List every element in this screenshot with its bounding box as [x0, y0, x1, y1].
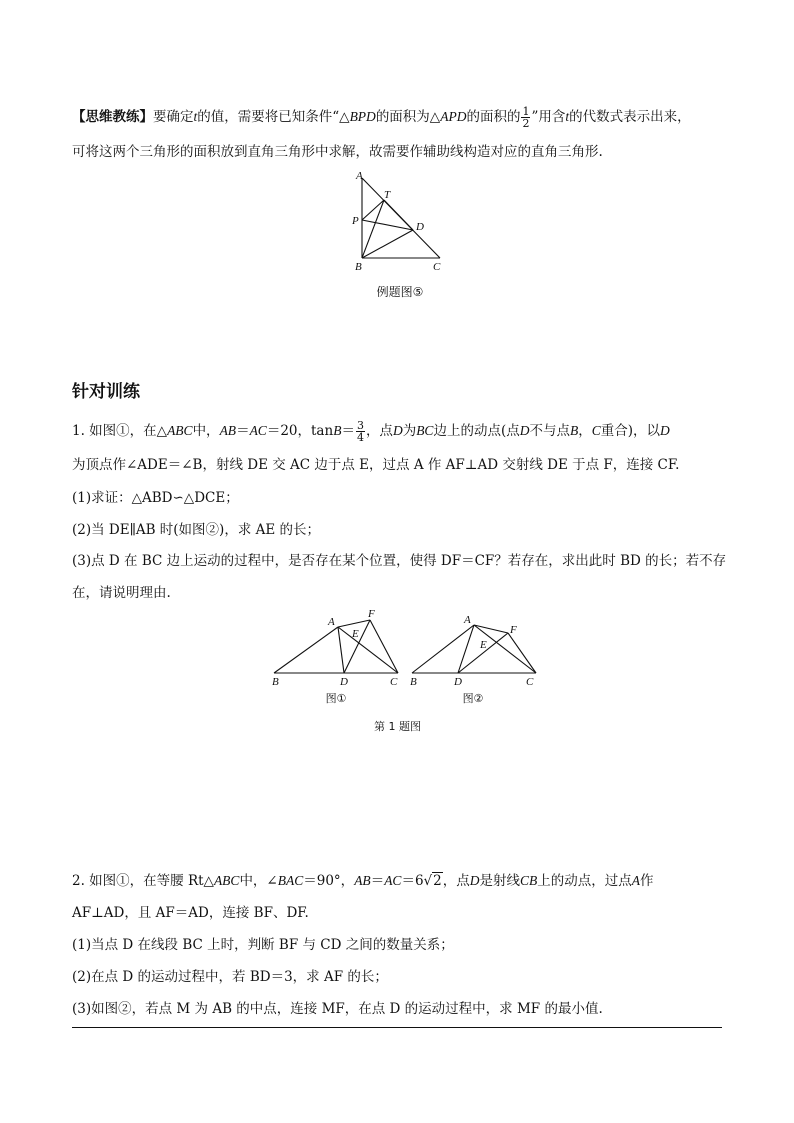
tip-line-1: 【思维教练】要确定t的值，需要将已知条件“△BPD的面积为△APD的面积的 $\frac{1}{2}$ ”用含t的代数式表示出来， — [72, 105, 691, 130]
fig-label-t: T — [384, 189, 391, 201]
problem2-line-2: AF⊥AD，且 AF＝AD，连接 BF、DF. — [72, 905, 309, 921]
fig-label-c: C — [433, 261, 441, 273]
fig1-label-f: F — [368, 608, 375, 620]
problem1-line-1: 1. 如图①，在△ABC中，AB＝AC＝20，tanB＝ $\frac{3}{4}$ ，点D为BC边上的动点(点D不与点B，C重合)，以D — [72, 419, 670, 444]
fig2-label-b: B — [410, 676, 417, 688]
fig1-label-e: E — [352, 628, 359, 640]
problem1-q2: (2)当 DE∥AB 时(如图②)，求 AE 的长； — [72, 522, 321, 538]
fig2-label-c: C — [526, 676, 534, 688]
fig1-caption: 图① — [325, 692, 347, 705]
problem2-line-1: 2. 如图①，在等腰 Rt△ABC中，∠BAC＝90°，AB＝AC＝6√2，点D是射线CB上的动点，过点A作 — [72, 873, 654, 889]
problem1-q3-line1: (3)点 D 在 BC 边上运动的过程中，是否存在某个位置，使得 DF＝CF？若存在，求出此时 BD 的长；若不存 — [72, 553, 727, 569]
problem1-line-2: 为顶点作∠ADE＝∠B，射线 DE 交 AC 边于点 E，过点 A 作 AF⊥AD 交射线 DE 于点 F，连接 CF. — [72, 457, 680, 473]
problem1-q3-line2: 在，请说明理由. — [72, 585, 171, 601]
fig-label-d: D — [416, 221, 424, 233]
fig2-label-f: F — [510, 624, 517, 636]
section-heading: 针对训练 — [72, 382, 140, 402]
problem2-q2: (2)在点 D 的运动过程中，若 BD＝3，求 AF 的长； — [72, 969, 388, 985]
fig-label-a: A — [356, 170, 363, 182]
example-figure-caption: 例题图⑤ — [376, 285, 424, 299]
bottom-rule — [72, 1027, 722, 1028]
problem1-q1: (1)求证：△ABD∽△DCE； — [72, 490, 239, 506]
example-figure — [340, 168, 460, 276]
problem1-figure-caption: 第 1 题图 — [374, 720, 421, 733]
fig1-label-a: A — [328, 616, 335, 628]
problem1-figure-1 — [268, 605, 403, 690]
fig2-label-e: E — [480, 639, 487, 651]
fig2-label-a: A — [464, 614, 471, 626]
fig2-label-d: D — [454, 676, 462, 688]
fig1-label-b: B — [272, 676, 279, 688]
fraction-half: $\frac{1}{2}$ — [522, 105, 530, 130]
problem1-figure-2 — [406, 605, 541, 690]
fig2-caption: 图② — [462, 692, 484, 705]
problem2-q3: (3)如图②，若点 M 为 AB 的中点，连接 MF，在点 D 的运动过程中，求 MF 的最小值. — [72, 1001, 603, 1017]
fig1-label-c: C — [390, 676, 398, 688]
fig1-label-d: D — [340, 676, 348, 688]
fig-label-b: B — [355, 261, 362, 273]
fig-label-p: P — [352, 215, 359, 227]
sqrt-symbol: √2 — [423, 873, 442, 889]
tip-line-2: 可将这两个三角形的面积放到直角三角形中求解，故需要作辅助线构造对应的直角三角形. — [72, 144, 603, 160]
problem2-q1: (1)当点 D 在线段 BC 上时，判断 BF 与 CD 之间的数量关系； — [72, 937, 454, 953]
fraction-three-quarters: $\frac{3}{4}$ — [356, 419, 364, 444]
tip-label: 【思维教练】 — [72, 109, 153, 125]
